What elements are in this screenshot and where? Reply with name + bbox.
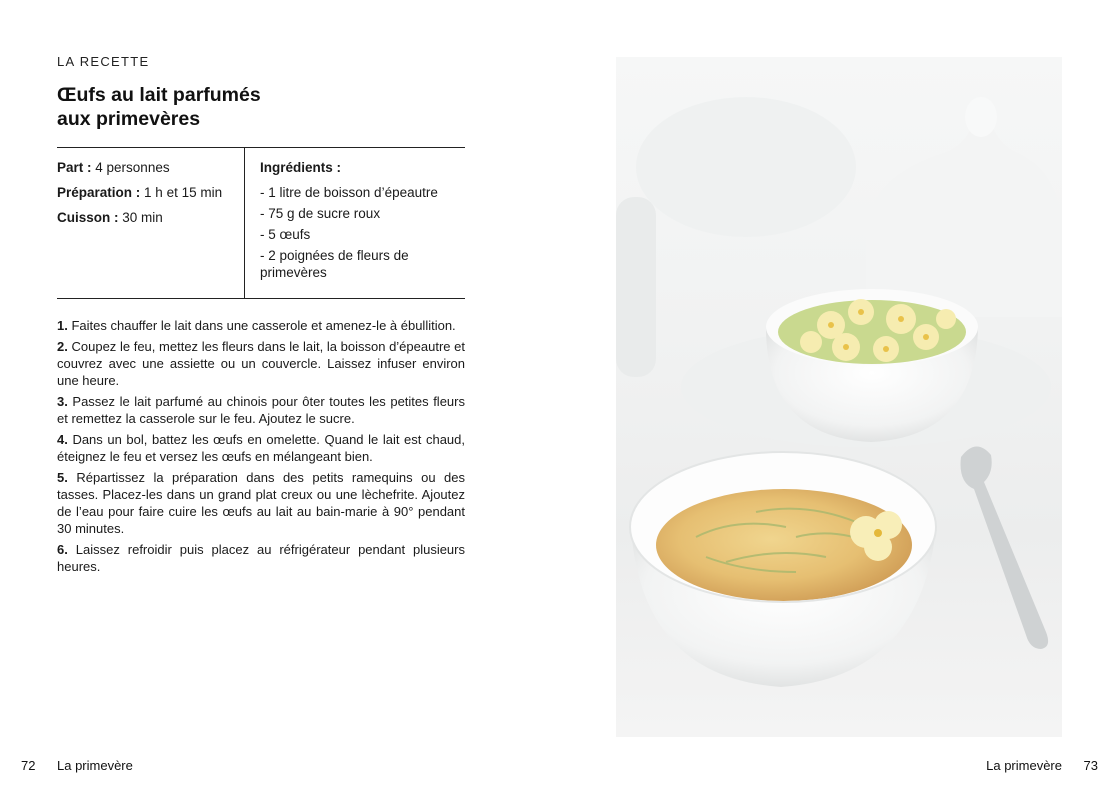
silver-spoon — [961, 446, 1049, 649]
recipe-title — [57, 83, 477, 131]
ingredient-item: - 5 œufs — [260, 227, 311, 242]
blurred-jug — [616, 197, 656, 377]
step-text: Coupez le feu, mettez les fleurs dans le lait, la boisson d’épeautre et couvrez avec une assiette ou un couvercle. Laissez infuser environ une heure. — [57, 339, 465, 388]
recipe-steps — [57, 317, 465, 579]
meta-preparation-label: Préparation : — [57, 185, 141, 200]
meta-cooking-label: Cuisson : — [57, 210, 119, 225]
blurred-glass — [636, 97, 856, 237]
step-text: Dans un bol, battez les œufs en omelette. Quand le lait est chaud, éteignez le feu et versez les œufs en mélangeant bien. — [57, 432, 465, 464]
step-text: Répartissez la préparation dans des petits ramequins ou des tasses. Placez-les dans un grand plat creux ou une lèchefrite. Ajoutez de l’eau pour faire cuire les œufs au lait au bain-marie à 90° pendant 30 minutes. — [57, 470, 465, 536]
step-number: 2. — [57, 339, 68, 354]
step-text: Faites chauffer le lait dans une casserole et amenez-le à ébullition. — [71, 318, 456, 333]
step-number: 5. — [57, 470, 68, 485]
recipe-step — [57, 431, 465, 465]
page-number-right: 73 — [1083, 758, 1098, 773]
table-column-divider — [244, 148, 245, 298]
custard-cups-illustration — [616, 57, 1062, 737]
step-text: Passez le lait parfumé au chinois pour ôter toutes les petites fleurs et remettez la casserole sur le feu. Ajoutez le sucre. — [57, 394, 465, 426]
ingredients-heading: Ingrédients : — [260, 160, 342, 175]
table-top-rule — [57, 147, 465, 148]
ingredient-item: - 75 g de sucre roux — [260, 206, 381, 221]
running-footer-right: La primevère — [986, 758, 1062, 773]
step-number: 3. — [57, 394, 68, 409]
ingredients-block — [260, 159, 465, 285]
recipe-step — [57, 469, 465, 537]
recipe-step — [57, 317, 465, 334]
meta-preparation — [57, 184, 243, 209]
running-footer-left: La primevère — [57, 758, 133, 773]
step-number: 6. — [57, 542, 68, 557]
ingredients-list — [260, 184, 465, 281]
meta-servings — [57, 159, 243, 184]
recipe-meta — [57, 159, 243, 234]
recipe-title-line-1: Œufs au lait parfumés — [57, 84, 261, 106]
ingredient-item: - 1 litre de boisson d’épeautre — [260, 185, 438, 200]
page-number-left: 72 — [21, 758, 36, 773]
meta-cooking — [57, 209, 243, 234]
step-text: Laissez refroidir puis placez au réfrigérateur pendant plusieurs heures. — [57, 542, 465, 574]
recipe-photo — [616, 57, 1062, 737]
step-number: 1. — [57, 318, 68, 333]
table-bottom-rule — [57, 298, 465, 299]
meta-servings-label: Part : — [57, 160, 92, 175]
section-kicker: LA RECETTE — [57, 54, 150, 69]
sugar-bowl-lid — [866, 105, 1062, 318]
recipe-step — [57, 393, 465, 427]
meta-preparation-value: 1 h et 15 min — [144, 185, 223, 200]
meta-cooking-value: 30 min — [122, 210, 163, 225]
ingredient-item: - 2 poignées de fleurs de primevères — [260, 248, 409, 280]
meta-servings-value: 4 personnes — [95, 160, 170, 175]
recipe-title-line-2: aux primevères — [57, 108, 201, 130]
recipe-step — [57, 338, 465, 389]
step-number: 4. — [57, 432, 68, 447]
recipe-step — [57, 541, 465, 575]
